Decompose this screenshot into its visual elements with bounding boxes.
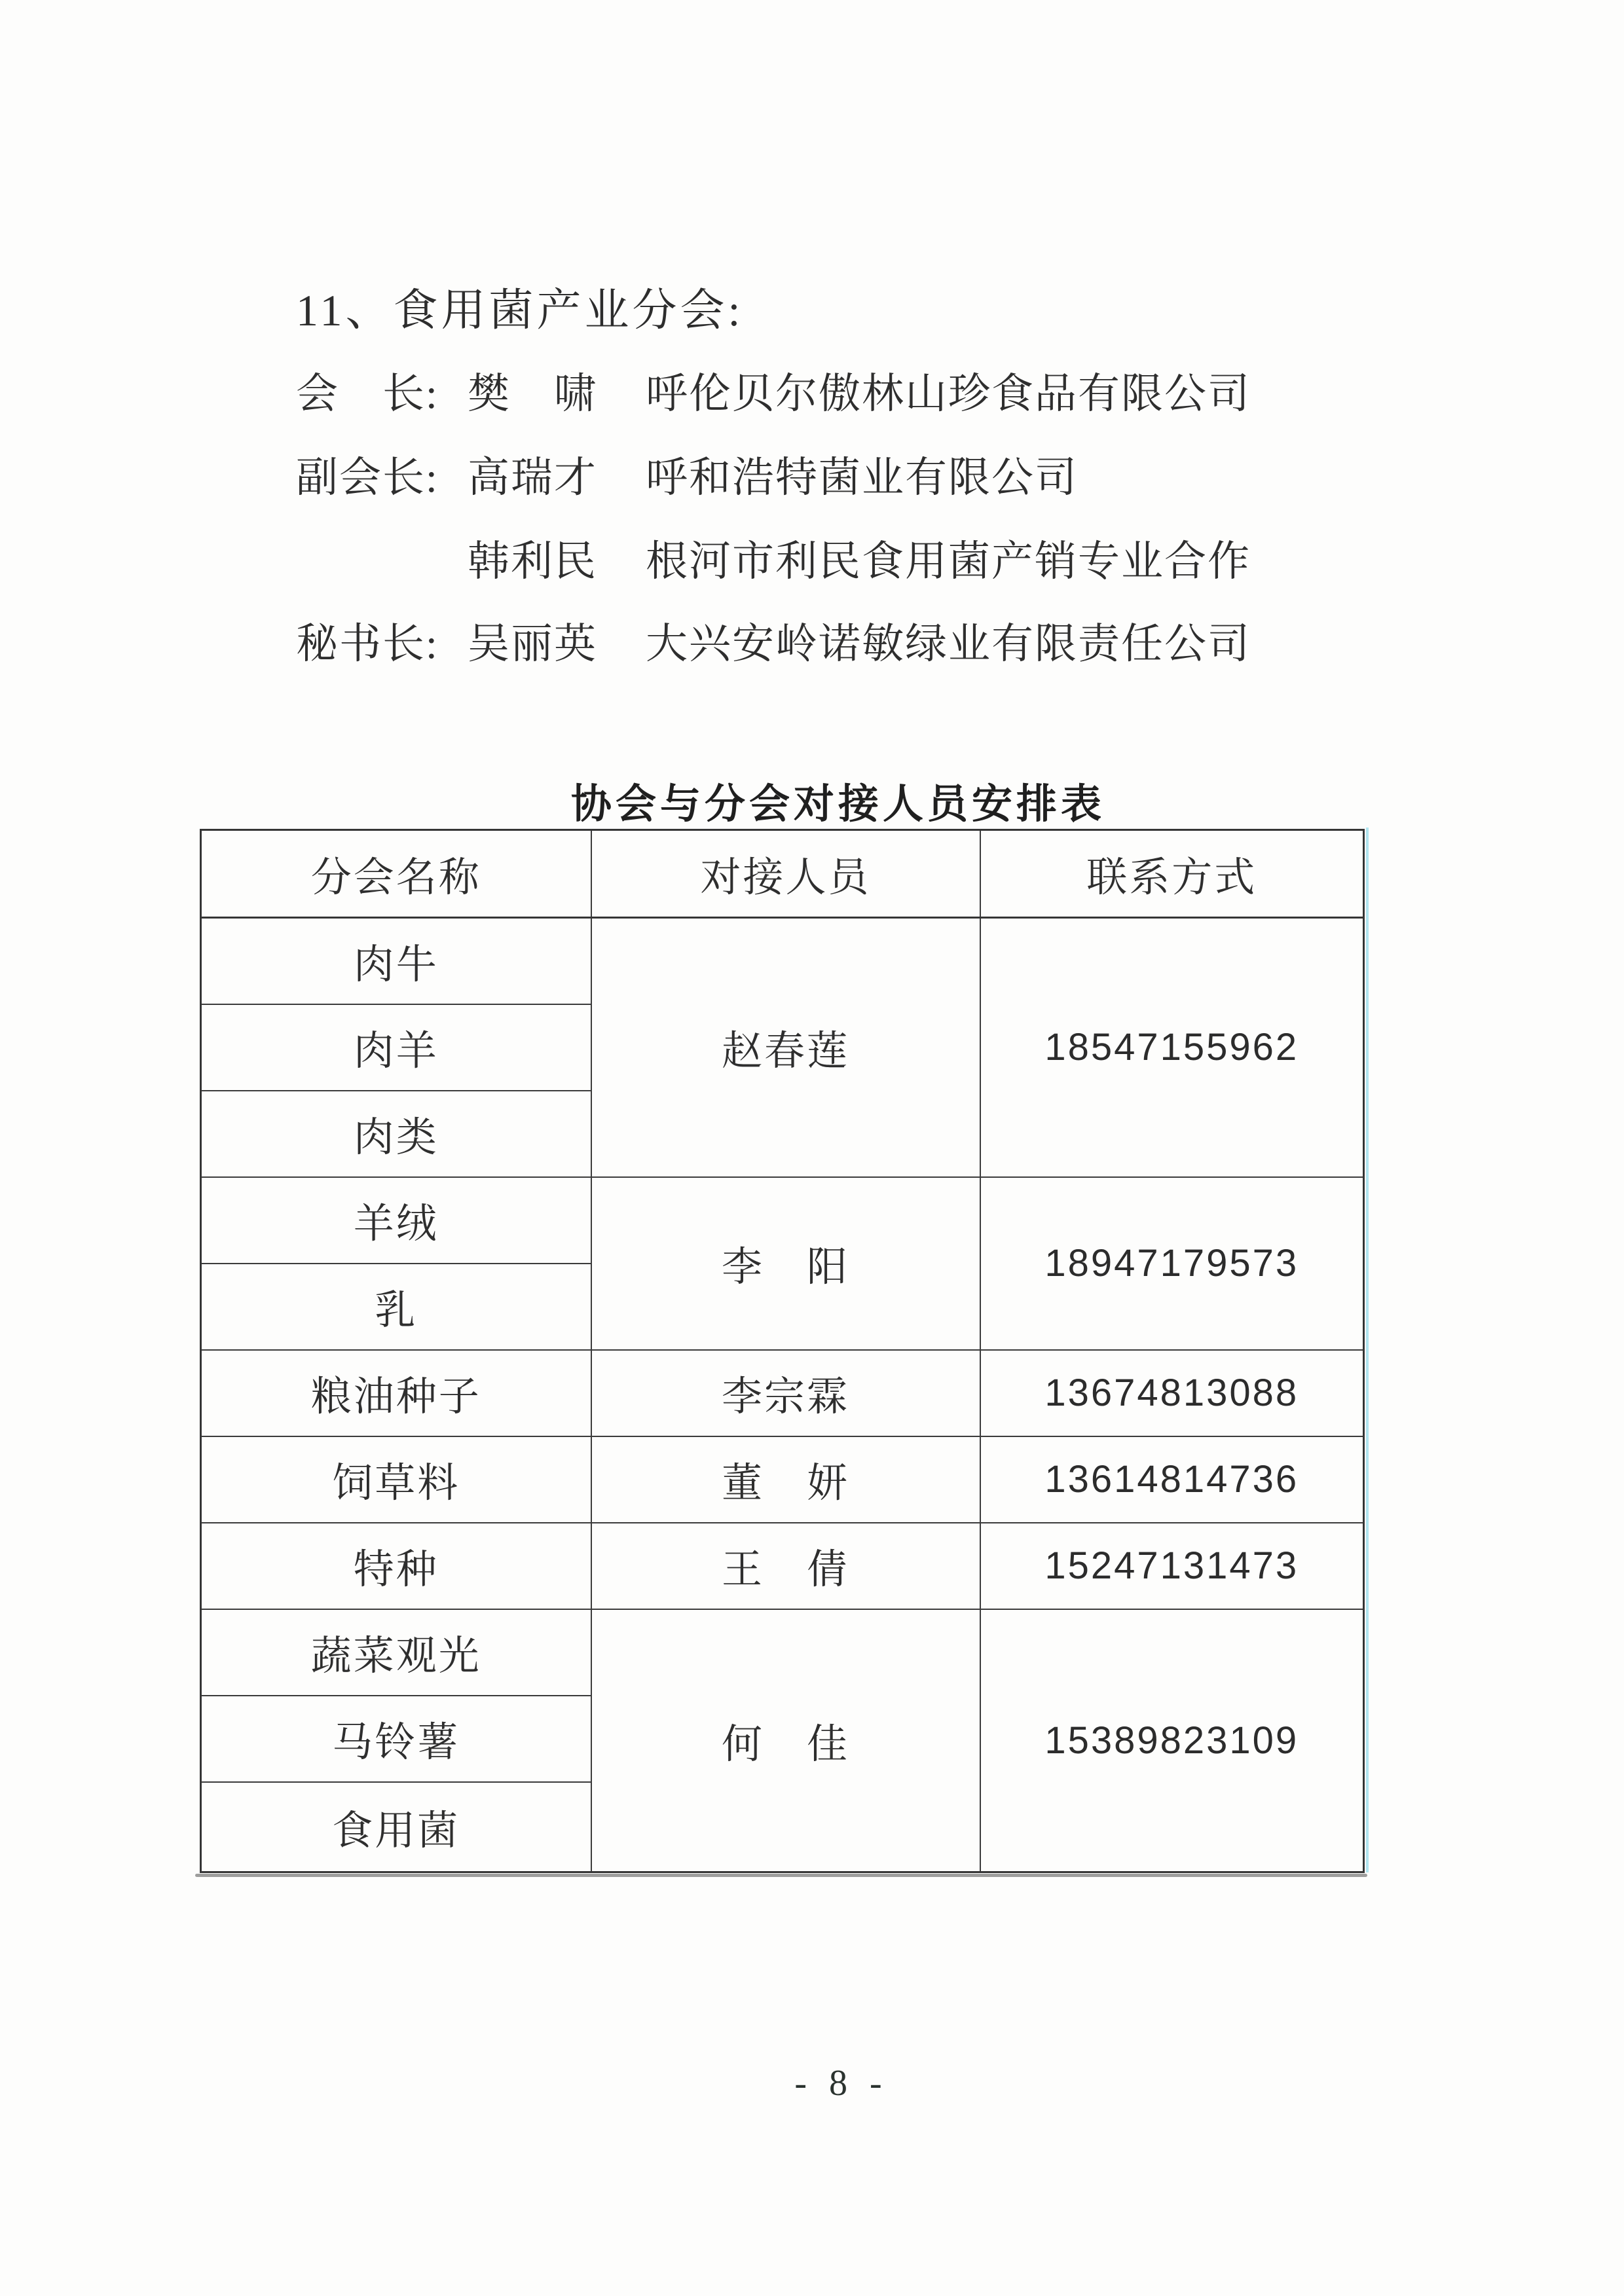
contact-cell: 何 佳 [591,1609,980,1872]
contact-cell: 王 倩 [591,1523,980,1609]
branch-cell: 蔬菜观光 [201,1609,591,1696]
table-row [201,1436,1364,1523]
phone-cell: 15247131473 [980,1523,1364,1609]
scan-artifact-cyan-line [1366,828,1369,1872]
branch-cell: 肉牛 [201,918,591,1004]
officer-name: 吴丽英 [468,621,597,667]
phone-cell: 15389823109 [980,1609,1364,1872]
contact-cell: 董 妍 [591,1436,980,1523]
officer-organization: 呼和浩特菌业有限公司 [646,454,1078,501]
officer-line-president [0,360,1624,417]
officer-line-vice-president-1 [0,444,1624,501]
officer-line-secretary-general [0,610,1624,667]
officer-name: 樊 啸 [468,371,597,417]
table-row [201,1523,1364,1609]
branch-cell: 食用菌 [201,1782,591,1872]
contact-cell: 李宗霖 [591,1350,980,1436]
table-header-row [201,830,1364,918]
officer-role-label: 副会长: [296,454,439,501]
branch-cell: 羊绒 [201,1177,591,1264]
header-cell-branch-name: 分会名称 [201,830,591,918]
phone-cell: 18947179573 [980,1177,1364,1350]
officer-role-label: 会 长: [296,371,439,417]
contact-cell: 赵春莲 [591,918,980,1177]
page-number: - 8 - [794,2063,889,2104]
scan-artifact-shadow-line [195,1874,1367,1877]
officer-name: 高瑞才 [468,454,597,501]
branch-cell: 特种 [201,1523,591,1609]
contact-cell: 李 阳 [591,1177,980,1350]
contact-table [200,829,1365,1873]
table-row [201,1177,1364,1264]
section-heading: 11、食用菌产业分会: [296,285,744,335]
branch-cell: 马铃薯 [201,1696,591,1782]
branch-cell: 粮油种子 [201,1350,591,1436]
table-row [201,918,1364,1004]
officer-organization: 大兴安岭诺敏绿业有限责任公司 [646,621,1251,667]
branch-cell: 乳 [201,1264,591,1350]
branch-cell: 饲草料 [201,1436,591,1523]
table-row [201,1609,1364,1696]
phone-cell: 13674813088 [980,1350,1364,1436]
officer-line-vice-president-2 [0,528,1624,585]
branch-cell: 肉类 [201,1091,591,1177]
header-cell-contact-method: 联系方式 [980,830,1364,918]
table-row [201,1350,1364,1436]
officer-organization: 根河市利民食用菌产销专业合作 [646,538,1251,585]
phone-cell: 18547155962 [980,918,1364,1177]
table-title: 协会与分会对接人员安排表 [570,782,1105,827]
officer-name: 韩利民 [468,538,597,585]
officer-organization: 呼伦贝尔傲林山珍食品有限公司 [646,371,1251,417]
header-cell-contact-person: 对接人员 [591,830,980,918]
phone-cell: 13614814736 [980,1436,1364,1523]
officer-role-label: 秘书长: [296,621,439,667]
branch-cell: 肉羊 [201,1004,591,1091]
